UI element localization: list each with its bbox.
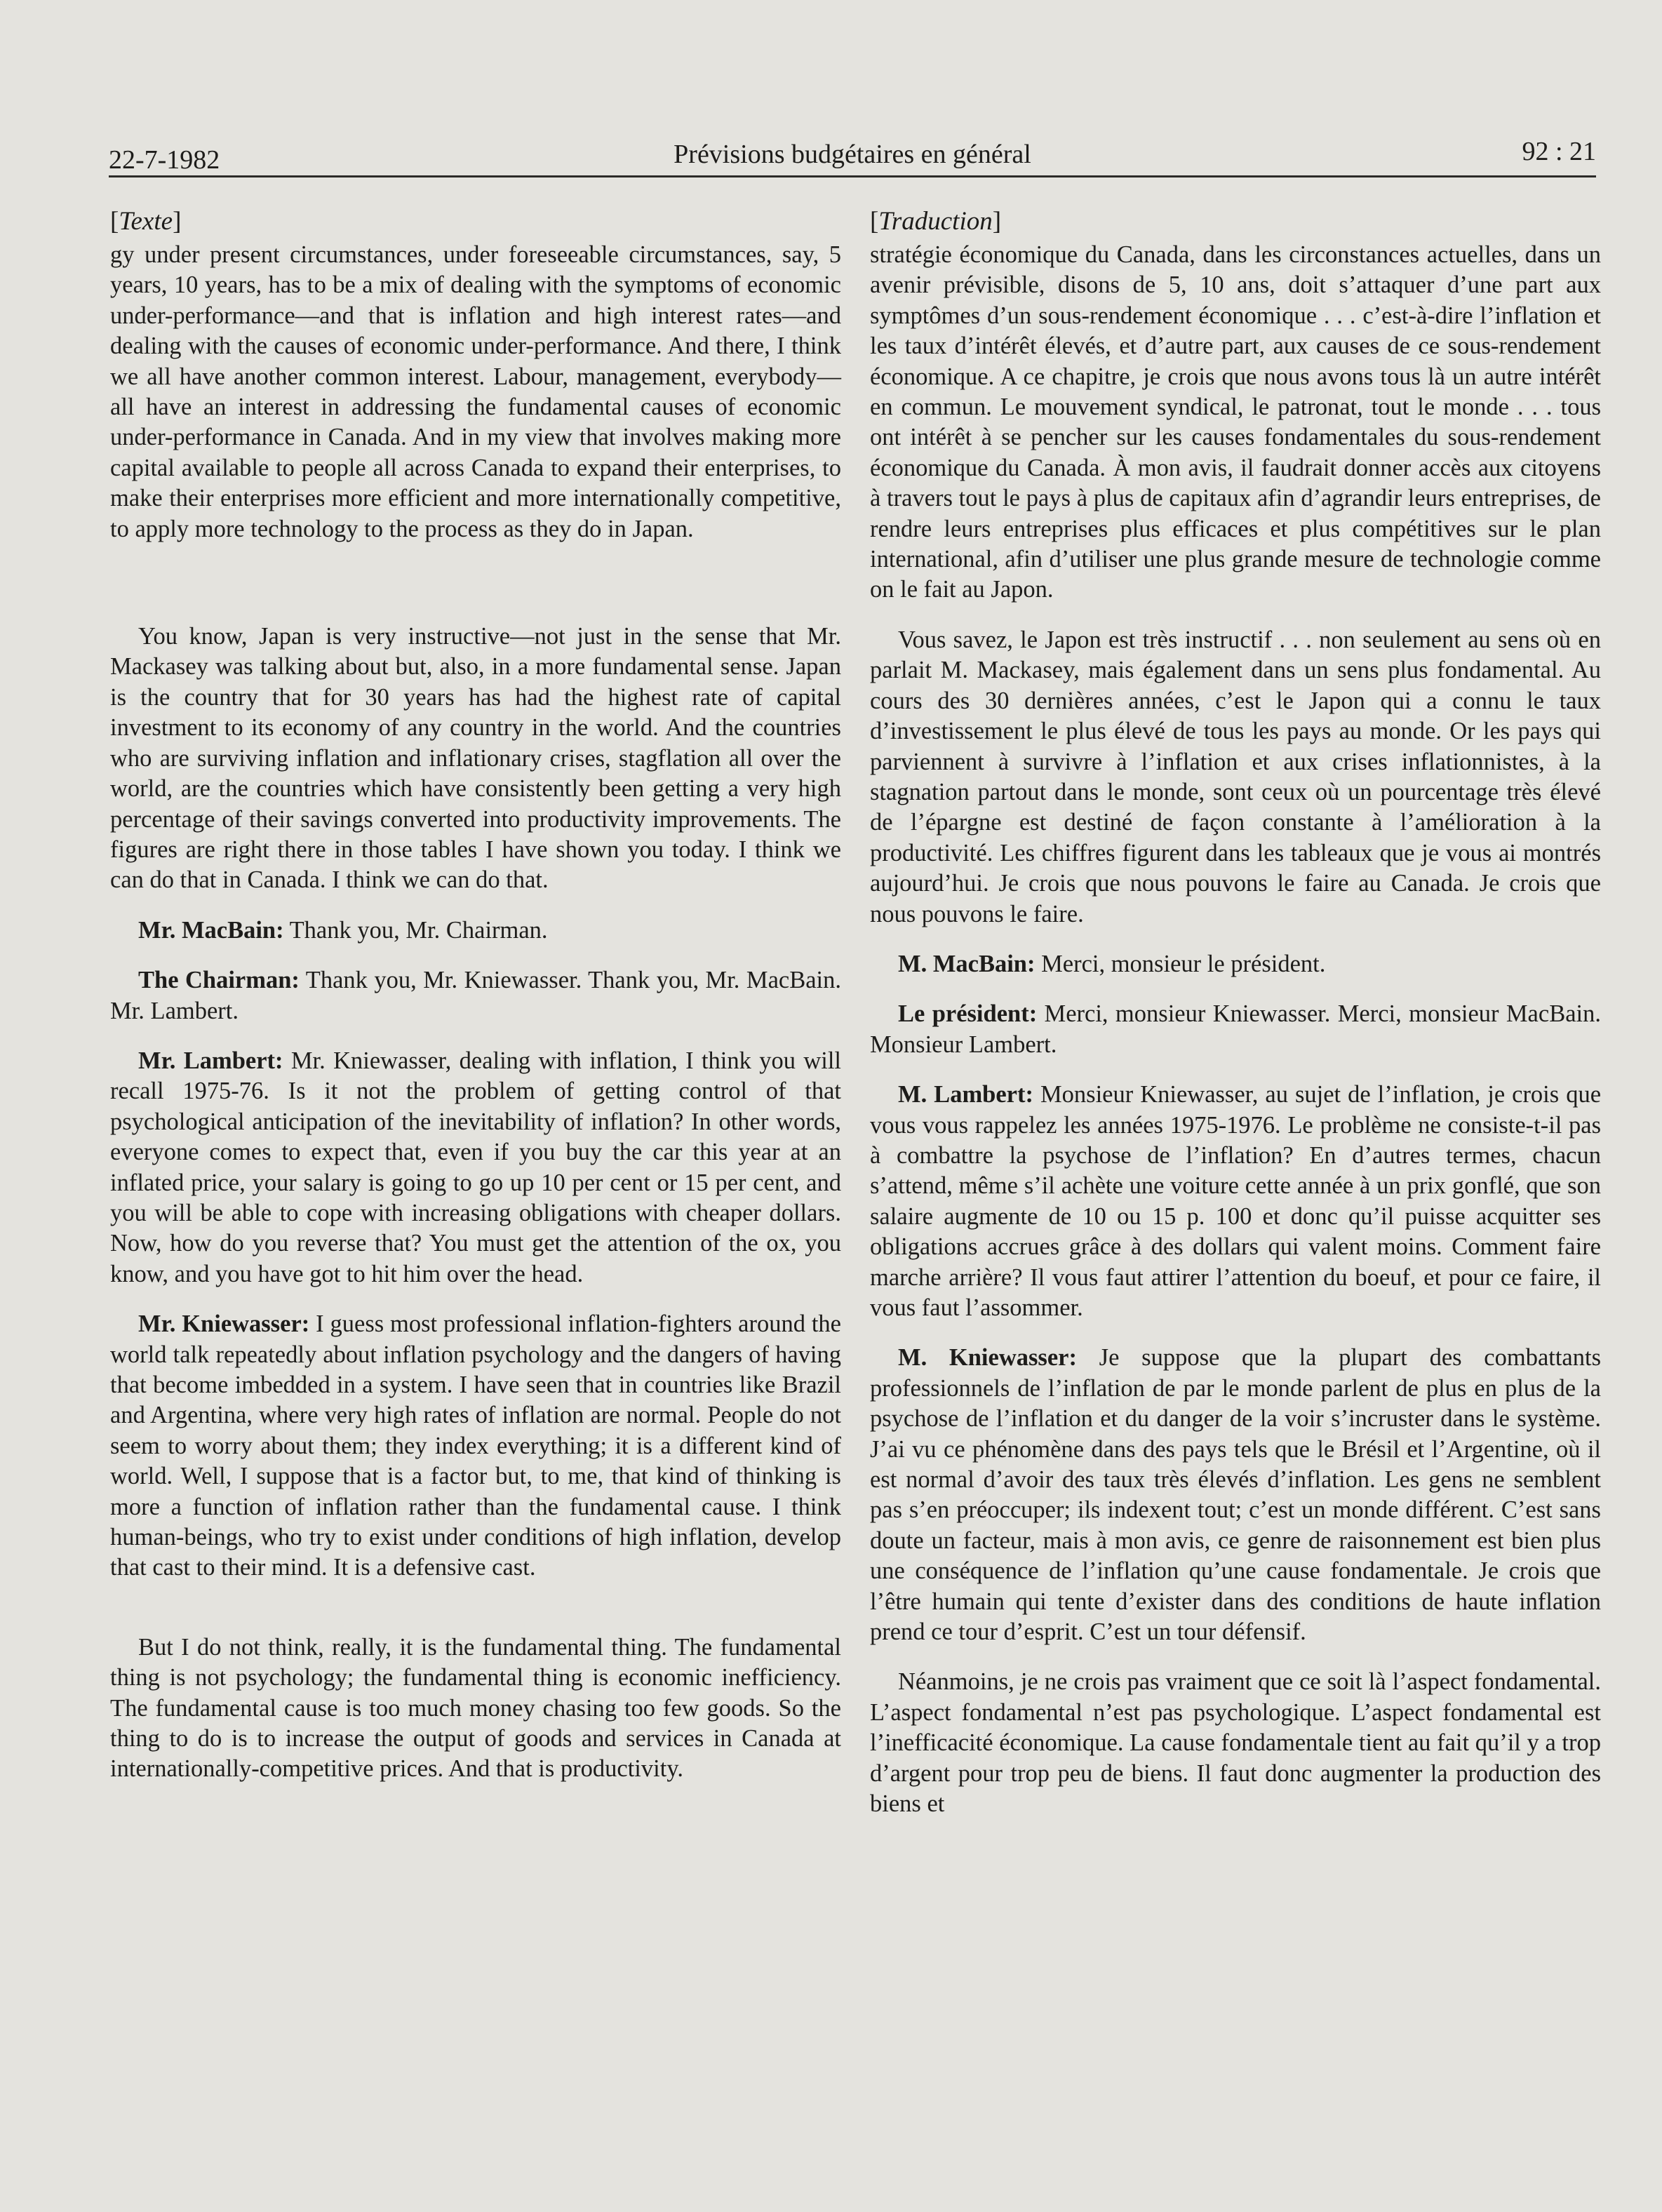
paragraph: M. Kniewasser: Je suppose que la plupart des combattants professionnels de l’inflation de par le monde parlent de plus en plus de la psychose de l’inflation et du danger de la voir s’incruster dans le système. J’ai vu ce phénomène dans des pays tels que le Brésil et l’Argentine, où il est normal d’avoir des taux très élevés d’inflation. Les gens ne semblent pas s’en préoccuper; ils indexent tout; c’est un monde différent. C’est sans doute un facteur, mais à mon avis, ce genre de raisonnement est bien plus une conséquence de l’inflation qu’une cause fondamentale. Je crois que l’être humain qui tente d’exister dans des conditions de haute inflation prend ce tour d’esprit. C’est un tour défensif. <box>870 1344 1602 1646</box>
page-header <box>109 133 1596 177</box>
english-column <box>110 203 841 1785</box>
speaker-name: Mr. MacBain: <box>138 916 284 944</box>
column-label-traduction: [Traduction] <box>870 207 1002 236</box>
speaker-name: M. MacBain: <box>898 950 1036 977</box>
header-date: 22-7-1982 <box>109 145 220 175</box>
paragraph: gy under present circumstances, under foreseeable circumstances, say, 5 years, 10 years, has to be a mix of dealing with the symptoms of economic under-performance—and that is inflation and high interest rates—and dealing with the causes of economic under-performance. And there, I think we all have another common interest. Labour, management, everybody—all have an interest in addressing the fundamental causes of economic under-performance in Canada. And in my view that involves making more capital available to people all across Canada to expand their enterprises, to make their enterprises more efficient and more internationally competitive, to apply more technology to the process as they do in Japan. <box>110 241 841 542</box>
paragraph: The Chairman: Thank you, Mr. Kniewasser. Thank you, Mr. MacBain. Mr. Lambert. <box>110 967 841 1024</box>
speaker-name: Mr. Kniewasser: <box>138 1311 310 1338</box>
speaker-name: M. Kniewasser: <box>898 1344 1077 1372</box>
paragraph: M. Lambert: Monsieur Kniewasser, au sujet de l’inflation, je crois que vous vous rappelez les années 1975-1976. Le problème ne consiste-t-il pas à combattre la psychose de l’inflation? En d’autres termes, chacun s’attend, même s’il achète une voiture cette année à un prix gonflé, que son salaire augmente de 10 ou 15 p. 100 et donc qu’il puisse acquitter ses obligations accrues grâce à des dollars qui valent moins. Comment faire marche arrière? Il vous faut attirer l’attention du boeuf, et pour ce faire, il vous faut l’assommer. <box>870 1081 1602 1321</box>
column-label-texte: [Texte] <box>110 207 182 236</box>
paragraph: Mr. Lambert: Mr. Kniewasser, dealing with inflation, I think you will recall 1975-76. Is it not the problem of getting control of that psychological anticipation of the inevitability of inflation? In other words, everyone comes to expect that, even if you buy the car this year at an inflated price, your salary is going to go up 10 per cent or 15 per cent, and you will be able to cope with increasing obligations with cheaper dollars. Now, how do you reverse that? You must get the attention of the ox, you know, and you have got to hit him over the head. <box>110 1047 841 1287</box>
speaker-name: Le président: <box>898 1000 1038 1028</box>
paragraph: Le président: Merci, monsieur Kniewasser. Merci, monsieur MacBain. Monsieur Lambert. <box>870 1000 1601 1058</box>
header-page-number: 92 : 21 <box>1522 137 1596 166</box>
paragraph: But I do not think, really, it is the fundamental thing. The fundamental thing is not psychology; the fundamental thing is economic inefficiency. The fundamental cause is too much money chasing too few goods. So the thing to do is to increase the output of goods and services in Canada at internationally-competitive prices. And that is productivity. <box>110 1633 841 1783</box>
speaker-name: Mr. Lambert: <box>138 1047 283 1074</box>
paragraph: Mr. Kniewasser: I guess most professional inflation-fighters around the world talk repeatedly about inflation psychology and the dangers of having that become imbedded in a system. I have seen that in countries like Brazil and Argentina, where very high rates of inflation are normal. People do not seem to worry about them; they index everything; it is a different kind of world. Well, I suppose that is a factor but, to me, that kind of thinking is more a function of inflation rather than the fundamental cause. I think human-beings, who try to exist under conditions of high inflation, develop that cast to their mind. It is a defensive cast. <box>110 1311 841 1581</box>
french-column <box>870 203 1601 1820</box>
paragraph: stratégie économique du Canada, dans les circonstances actuelles, dans un avenir prévisible, disons de 5, 10 ans, doit s’attaquer d’une part aux symptômes d’un sous-rendement économique . . . c’est-à-dire l’inflation et les taux d’intérêt élevés, et d’autre part, aux causes de ce sous-rendement économique. A ce chapitre, je crois que nous avons tous là un autre intérêt en commun. Le mouvement syndical, le patronat, tout le monde . . . tous ont intérêt à se pencher sur les causes fondamentales du sous-rendement économique du Canada. À mon avis, il faudrait donner accès aux citoyens à travers tout le pays à plus de capitaux afin d’agrandir leurs entreprises, de rendre leurs entreprises plus efficaces et plus compétitives sur le plan international, afin d’utiliser une plus grande mesure de technologie comme on le fait au Japon. <box>870 241 1601 603</box>
paragraph: You know, Japan is very instructive—not just in the sense that Mr. Mackasey was talking about but, also, in a more fundamental sense. Japan is the country that for 30 years has had the highest rate of capital investment to its economy of any country in the world. And the countries who are surviving inflation and inflationary crises, stagflation all over the world, are the countries which have consistently been getting a very high percentage of their savings converted into productivity improvements. The figures are right there in those tables I have shown you today. I think we can do that in Canada. I think we can do that. <box>110 623 841 894</box>
header-title: Prévisions budgétaires en général <box>673 140 1031 169</box>
paragraph: M. MacBain: Merci, monsieur le président. <box>898 950 1326 977</box>
paragraph: Mr. MacBain: Thank you, Mr. Chairman. <box>138 916 548 944</box>
speaker-name: The Chairman: <box>138 967 300 994</box>
speaker-name: M. Lambert: <box>898 1081 1033 1108</box>
paragraph: Néanmoins, je ne crois pas vraiment que ce soit là l’aspect fondamental. L’aspect fondamental n’est pas psychologique. L’aspect fondamental est l’inefficacité économique. La cause fondamentale tient au fait qu’il y a trop d’argent pour trop peu de biens. Il faut donc augmenter la production des biens et <box>870 1668 1601 1818</box>
paragraph: Vous savez, le Japon est très instructif . . . non seulement au sens où en parlait M. Mackasey, mais également dans un sens plus fondamental. Au cours des 30 dernières années, c’est le Japon qui a connu le taux d’investissement le plus élevé de tous les pays au monde. Or les pays qui parviennent à survivre à l’inflation et aux crises inflationnistes, à la stagnation partout dans le monde, sont ceux où un pourcentage très élevé de l’épargne est destiné de façon constante à l’amélioration à la productivité. Les chiffres figurent dans les tableaux que je vous ai montrés aujourd’hui. Je crois que nous pouvons le faire au Canada. Je crois que nous pouvons le faire. <box>870 626 1601 927</box>
